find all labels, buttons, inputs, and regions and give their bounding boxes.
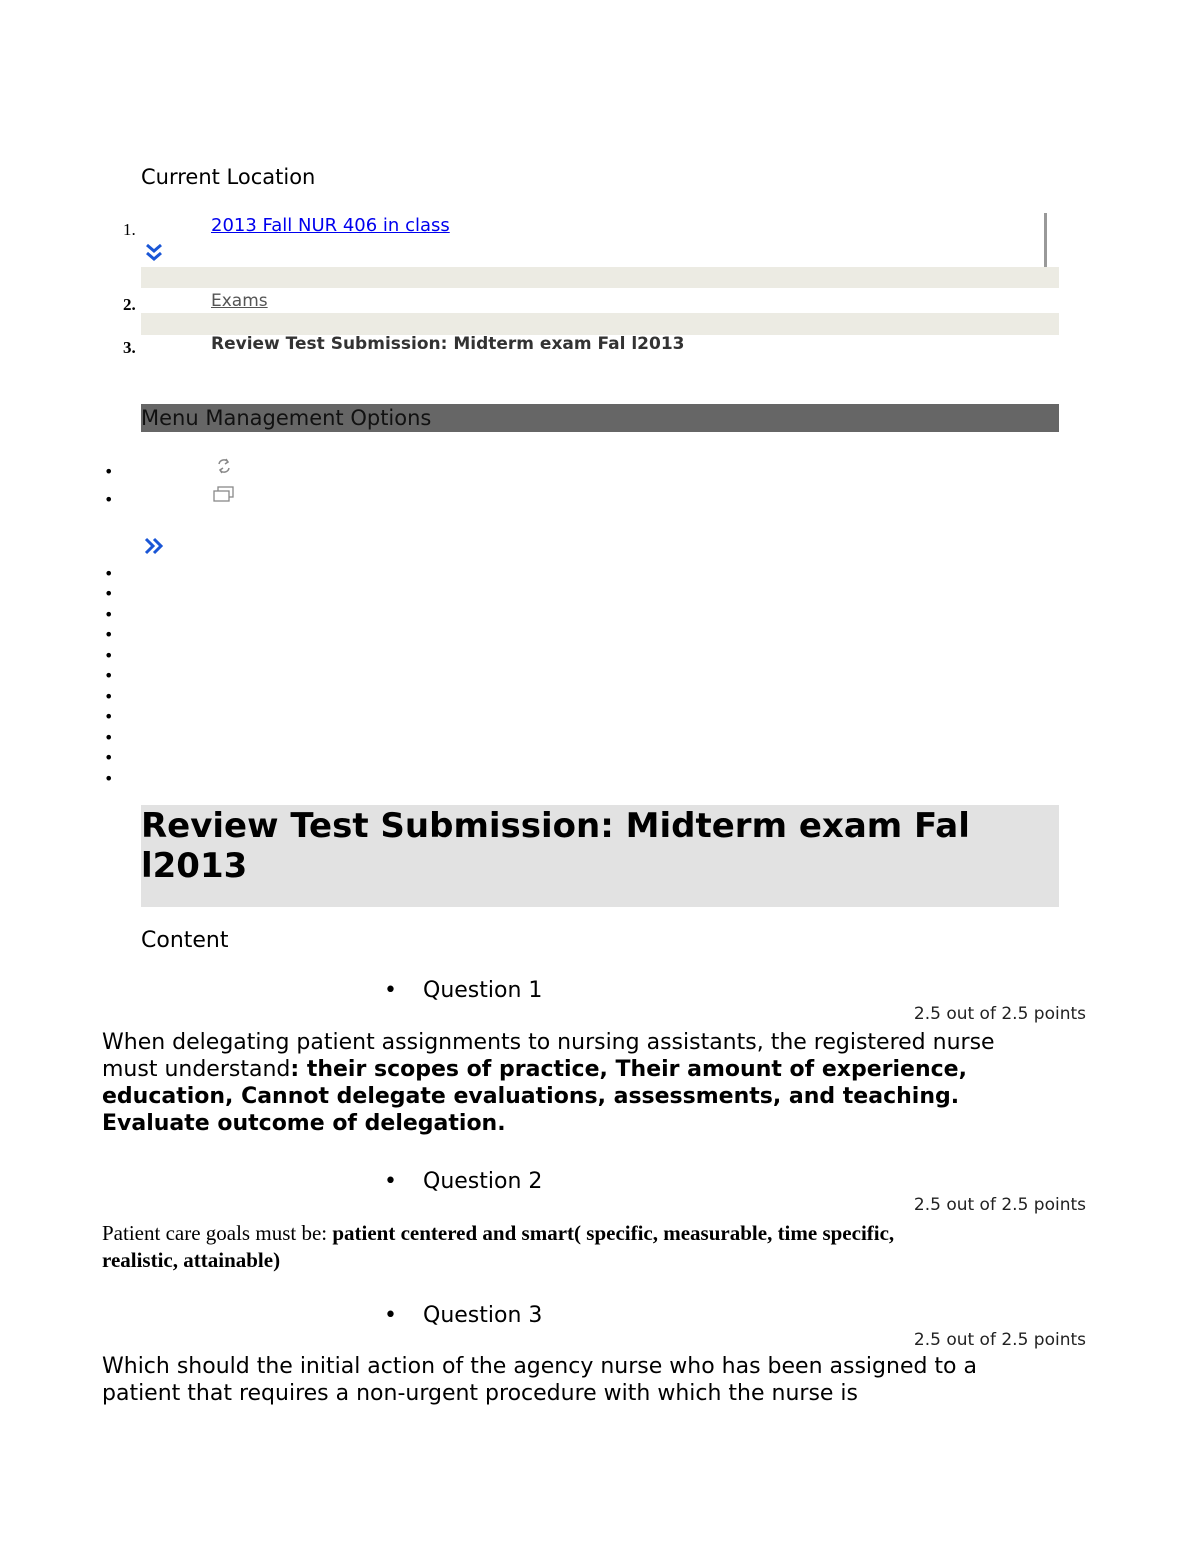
breadcrumb-number-1: 1. [123,220,136,239]
question-bullet: • [384,1169,397,1194]
list-bullet: • [104,687,114,706]
question-2-text [102,1220,922,1274]
breadcrumb-scrollbar[interactable] [1044,213,1047,269]
list-bullet: • [104,490,114,509]
question-2-answer: patient centered and smart( specific, measurable, time specific, realistic, attainable) [102,1221,895,1272]
question-3-text [102,1353,992,1407]
question-2-prompt: Patient care goals must be: [102,1221,333,1245]
list-bullet: • [104,584,114,603]
breadcrumb-exams-link[interactable]: Exams [211,291,268,311]
breadcrumb-number-3: 3. [123,338,136,357]
question-1-text [102,1029,1002,1137]
page-title: Review Test Submission: Midterm exam Fal l2013 [141,806,970,886]
menu-management-title: Menu Management Options [141,406,432,430]
question-2-points: 2.5 out of 2.5 points [913,1195,1086,1215]
current-location-heading: Current Location [141,165,316,189]
list-bullet: • [104,646,114,665]
breadcrumb-number-2: 2. [123,295,136,314]
question-2-label: Question 2 [423,1169,543,1194]
question-1-prompt: When delegating patient assignments to nursing assistants, the registered nurse must understand [102,1030,995,1082]
question-1-label: Question 1 [423,978,543,1003]
list-bullet: • [104,666,114,685]
breadcrumb-separator-band [141,267,1059,288]
double-chevron-down-icon[interactable] [145,243,163,263]
list-bullet: • [104,748,114,767]
refresh-icon[interactable] [215,457,233,475]
list-bullet: • [104,769,114,788]
question-1-points: 2.5 out of 2.5 points [913,1004,1086,1024]
breadcrumb-current-page: Review Test Submission: Midterm exam Fal l2013 [211,334,685,354]
question-3-prompt: Which should the initial action of the agency nurse who has been assigned to a patient that requires a non-urgent procedure with which the nurse is [102,1354,977,1406]
list-bullet: • [104,564,114,583]
list-bullet: • [104,625,114,644]
question-3-label: Question 3 [423,1303,543,1328]
list-bullet: • [104,605,114,624]
question-1-answer: : their scopes of practice, Their amount of experience, education, Cannot delegate evaluations, assessments, and teaching. Evaluate outcome of delegation. [102,1057,967,1136]
content-heading: Content [141,928,229,953]
question-bullet: • [384,1303,397,1328]
list-bullet: • [104,728,114,747]
list-bullet: • [104,462,114,481]
list-bullet: • [104,707,114,726]
double-chevron-right-icon[interactable] [144,537,164,555]
question-3-points: 2.5 out of 2.5 points [913,1330,1086,1350]
breadcrumb-course-link[interactable]: 2013 Fall NUR 406 in class [211,215,450,236]
window-icon[interactable] [213,486,235,502]
question-bullet: • [384,978,397,1003]
breadcrumb-separator-band [141,313,1059,335]
